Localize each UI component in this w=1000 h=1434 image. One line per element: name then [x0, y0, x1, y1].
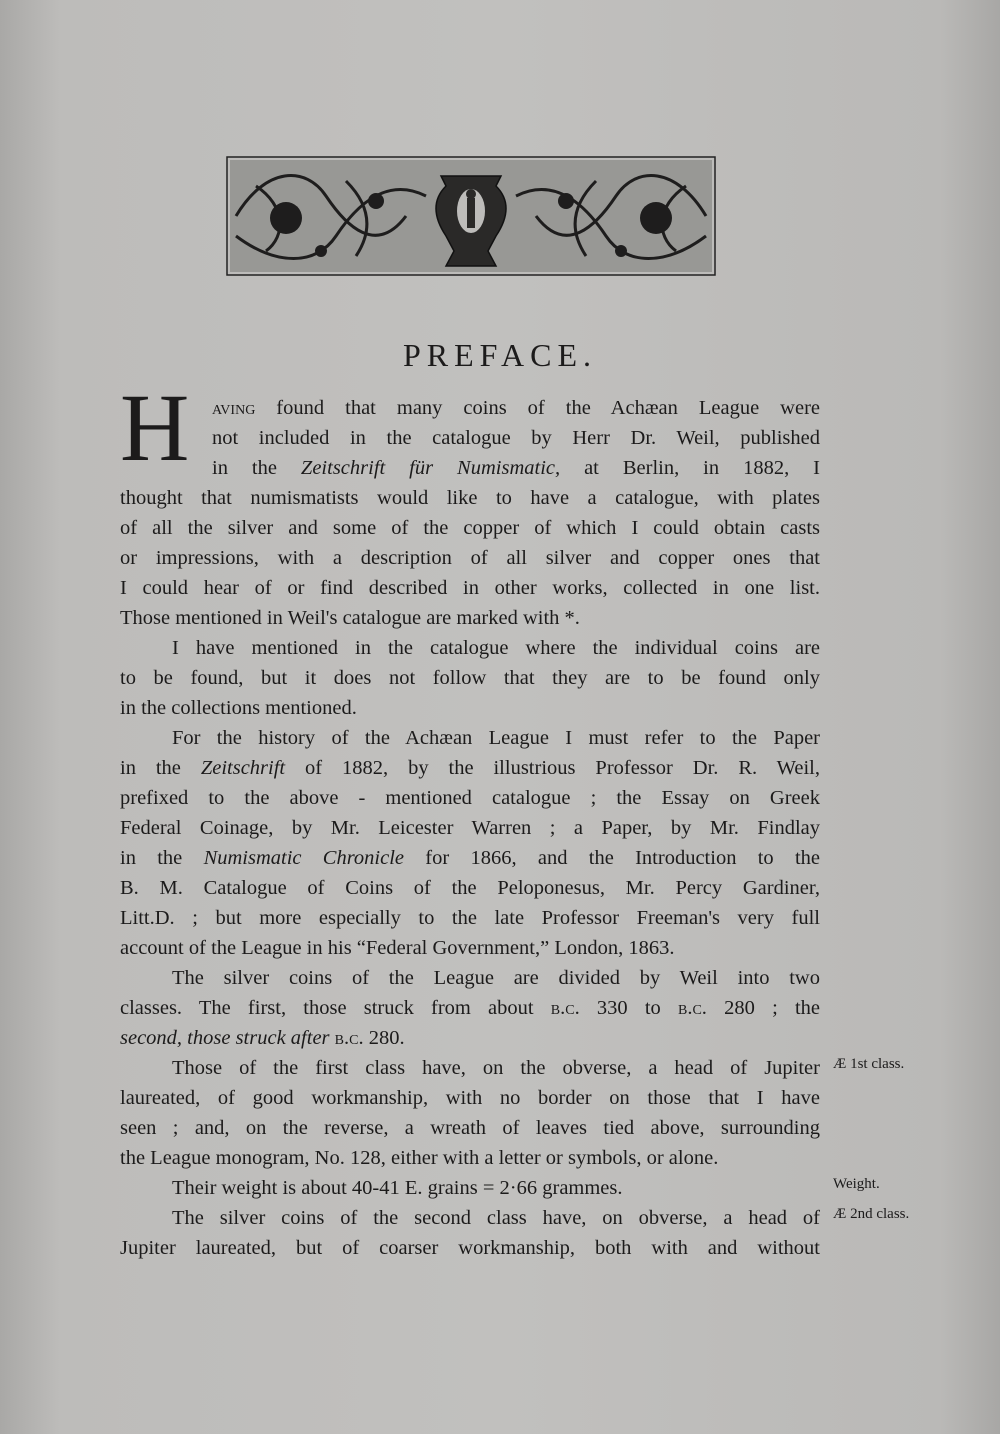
- text-line: The silver coins of the second class have, on obverse, a head of: [172, 1207, 820, 1229]
- text-line: [120, 753, 820, 783]
- text-line: the League monogram, No. 128, either with a letter or symbols, or alone.: [120, 1147, 719, 1169]
- text-line: Their weight is about 40-41 E. grains = 2·66 grammes.: [172, 1177, 623, 1199]
- text-line: [120, 453, 820, 483]
- text-line: prefixed to the above - mentioned catalogue ; the Essay on Greek: [120, 787, 820, 809]
- ornamental-headpiece: [226, 156, 716, 276]
- text-line: [120, 393, 820, 423]
- text-span: of 1882, by the illustrious Professor Dr. R. Weil,: [285, 757, 820, 779]
- text-line: account of the League in his “Federal Government,” London, 1863.: [120, 937, 675, 959]
- text-span: classes. The first, those struck from about: [120, 997, 551, 1019]
- text-span: for 1866, and the Introduction to the: [404, 847, 820, 869]
- italic-text: Numismatic Chronicle: [203, 847, 405, 869]
- body-text: [120, 393, 820, 1263]
- small-caps-text: b.c.: [550, 997, 580, 1019]
- drop-cap-letter: H: [120, 374, 190, 481]
- text-line: or impressions, with a description of all silver and copper ones that: [120, 547, 820, 569]
- page-title: PREFACE.: [402, 337, 598, 373]
- italic-text: Zeitschrift: [200, 757, 286, 779]
- text-line: thought that numismatists would like to have a catalogue, with plates: [120, 487, 820, 509]
- text-line: I could hear of or find described in other works, collected in one list.: [120, 577, 820, 599]
- text-span: in the: [120, 757, 201, 779]
- text-line: B. M. Catalogue of Coins of the Peloponesus, Mr. Percy Gardiner,: [120, 877, 820, 899]
- italic-text: Zeitschrift für Numismatic,: [300, 457, 561, 479]
- text-line: laureated, of good workmanship, with no border on those that I have: [120, 1087, 820, 1109]
- margin-note-second-class: Æ 2nd class.: [833, 1206, 910, 1222]
- text-line: to be found, but it does not follow that they are to be found only: [120, 667, 820, 689]
- text-line: For the history of the Achæan League I must refer to the Paper: [172, 727, 820, 749]
- small-caps-text: b.c.: [678, 997, 707, 1019]
- text-span: at Berlin, in 1882, I: [560, 457, 820, 479]
- text-span: found that many coins of the Achæan League were: [255, 397, 820, 419]
- text-line: Jupiter laureated, but of coarser workmanship, both with and without: [120, 1237, 820, 1259]
- text-line: The silver coins of the League are divided by Weil into two: [172, 967, 820, 989]
- text-line: Litt.D. ; but more especially to the late Professor Freeman's very full: [120, 907, 820, 929]
- text-line: Federal Coinage, by Mr. Leicester Warren ; a Paper, by Mr. Findlay: [120, 817, 820, 839]
- text-line: I have mentioned in the catalogue where the individual coins are: [172, 637, 820, 659]
- text-span: 280.: [363, 1027, 405, 1049]
- small-caps-text: b.c.: [329, 1027, 364, 1049]
- text-span: in the: [120, 847, 204, 869]
- text-span: 330 to: [579, 997, 678, 1019]
- text-line: of all the silver and some of the copper of which I could obtain casts: [120, 517, 820, 539]
- text-line: in the collections mentioned.: [120, 697, 357, 719]
- text-span: in the: [212, 457, 301, 479]
- text-span: 280 ; the: [706, 997, 820, 1019]
- text-line: Those of the first class have, on the obverse, a head of Jupiter: [172, 1057, 820, 1079]
- text-line: seen ; and, on the reverse, a wreath of leaves tied above, surrounding: [120, 1117, 820, 1139]
- text-line: Those mentioned in Weil's catalogue are marked with *.: [120, 607, 580, 629]
- small-caps-text: aving: [212, 397, 256, 419]
- margin-note-weight: Weight.: [833, 1176, 880, 1192]
- text-line: [120, 843, 820, 873]
- text-line: [120, 1023, 820, 1053]
- text-line: [120, 993, 820, 1023]
- text-line: not included in the catalogue by Herr Dr. Weil, published: [212, 427, 820, 449]
- margin-note-first-class: Æ 1st class.: [833, 1056, 905, 1072]
- italic-text: second, those struck after: [120, 1027, 330, 1049]
